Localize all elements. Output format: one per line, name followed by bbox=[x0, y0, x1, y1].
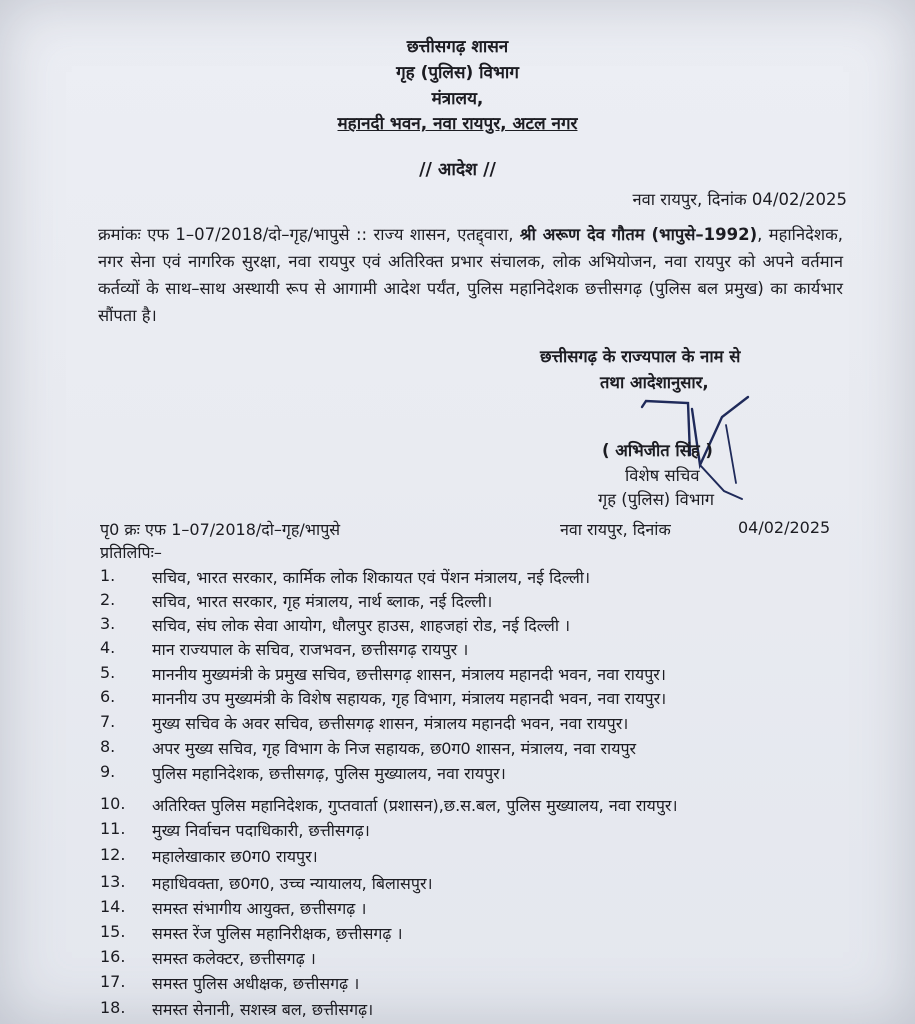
endorsement-ref: पृ0 क्रः एफ 1–07/2018/दो–गृह/भापुसे bbox=[100, 520, 341, 539]
order-place-date: नवा रायपुर, दिनांक 04/02/2025 bbox=[632, 190, 847, 209]
signature-authority-line2: तथा आदेशानुसार, bbox=[600, 373, 709, 392]
officer-name: श्री अरूण देव गौतम (भापुसे–1992) bbox=[519, 225, 758, 244]
header-ministry: मंत्रालय, bbox=[431, 89, 484, 109]
signatory-designation: विशेष सचिव bbox=[625, 466, 700, 485]
header-government: छत्तीसगढ़ शासन bbox=[406, 37, 509, 57]
document-page: छत्तीसगढ़ शासन गृह (पुलिस) विभाग मंत्रालय, महानदी भवन, नवा रायपुर, अटल नगर // आदेश // नवा रायपुर, दिनांक 04/02/2025 क्रमांकः एफ 1–07/2018/दो–गृह/भापुसे :: राज्य शासन, एतद्द्वारा, श्री अरूण देव गौतम (भापुसे–1992), महानिदेशक, नगर सेना एवं नागरिक सुरक्षा, नवा रायपुर एवं अतिरिक्त प्रभार संचालक, लोक अभियोजन, नवा रायपुर को अपने वर्तमान कर्तव्यों के साथ–साथ अस्थायी रूप से आगामी आदेश पर्यंत, पुलिस महानिदेशक छत्तीसगढ़ (पुलिस बल प्रमुख) का कार्यभार सौंपता है। छत्तीसगढ़ के राज्यपाल के नाम से तथा आदेशानुसार, ( अभिजीत सिंह ) विशेष सचिव गृह (पुलिस) विभाग पृ0 क्रः एफ 1–07/2018/दो–गृह/भापुसे नवा रायपुर, दिनांक 04/02/2025 प्रतिलिपिः– 1. सचिव, भारत सरकार, कार्मिक लोक शिकायत एवं पेंशन मंत्रालय, नई दिल्ली। 2. सचिव, भारत सरकार, गृह मंत्रालय, नार्थ ब्लाक, नई दिल्ली। 3. सचिव, संघ लोक सेवा आयोग, धौलपुर हाउस, शाहजहां रोड, नई दिल्ली । 4. मान राज्यपाल के सचिव, राजभवन, छत्तीसगढ़ रायपुर । 5. माननीय मुख्यमंत्री के प्रमुख सचिव, छत्तीसगढ़ शासन, मंत्रालय महानदी भवन, नवा रायपुर। 6. माननीय उप मुख्यमंत्री के विशेष सहायक, गृह विभाग, मंत्रालय महानदी भवन, नवा रायपुर। 7. मुख्य सचिव के अवर सचिव, छत्तीसगढ़ शासन, मंत्रालय महानदी भवन, नवा रायपुर। 8. अपर मुख्य सचिव, गृह विभाग के निज सहायक, छ0ग0 शासन, मंत्रालय, नवा रायपुर 9. पुलिस महानिदेशक, छत्तीसगढ़, पुलिस मुख्यालय, नवा रायपुर। 10. अतिरिक्त पुलिस महानिदेशक, गुप्तवार्ता (प्रशासन),छ.स.बल, पुलिस मुख्यालय, नवा रायपुर। 11. मुख्य निर्वाचन पदाधिकारी, छत्तीसगढ़। 12. महालेखाकार छ0ग0 रायपुर। 13. महाधिवक्ता, छ0ग0, उच्च न्यायालय, बिलासपुर। 14. समस्त संभागीय आयुक्त, छत्तीसगढ़ । 15. समस्त रेंज पुलिस महानिरीक्षक, छत्तीसगढ़ । 16. समस्त कलेक्टर, छत्तीसगढ़ । 17. समस्त पुलिस अधीक्षक, छत्तीसगढ़ । 18. समस्त सेनानी, सशस्त्र बल, छत्तीसगढ़। bbox=[0, 0, 915, 1024]
endorsement-place-date: नवा रायपुर, दिनांक bbox=[560, 520, 671, 539]
signatory-department: गृह (पुलिस) विभाग bbox=[598, 490, 715, 509]
copy-label: प्रतिलिपिः– bbox=[100, 543, 162, 562]
endorsement-date: 04/02/2025 bbox=[738, 518, 831, 537]
signature-authority-line1: छत्तीसगढ़ के राज्यपाल के नाम से bbox=[540, 347, 741, 366]
signatory-name: ( अभिजीत सिंह ) bbox=[602, 441, 713, 460]
order-title: // आदेश // bbox=[419, 160, 496, 180]
header-address: महानदी भवन, नवा रायपुर, अटल नगर bbox=[337, 114, 578, 134]
header-department: गृह (पुलिस) विभाग bbox=[396, 63, 519, 83]
order-text-part2: , महानिदेशक, नगर सेना एवं नागरिक सुरक्षा, नवा रायपुर एवं अतिरिक्त प्रभार संचालक, लोक अभियोजन, नवा रायपुर को अपने वर्तमान कर्तव्यों के साथ–साथ अस्थायी रूप से आगामी आदेश पर्यंत, पुलिस महानिदेशक छत्तीसगढ़ (पुलिस बल प्रमुख) का कार्यभार सौंपता है। bbox=[98, 225, 843, 325]
order-body bbox=[98, 221, 843, 329]
order-text-part1: क्रमांकः एफ 1–07/2018/दो–गृह/भापुसे :: राज्य शासन, एतद्द्वारा, bbox=[98, 225, 520, 244]
